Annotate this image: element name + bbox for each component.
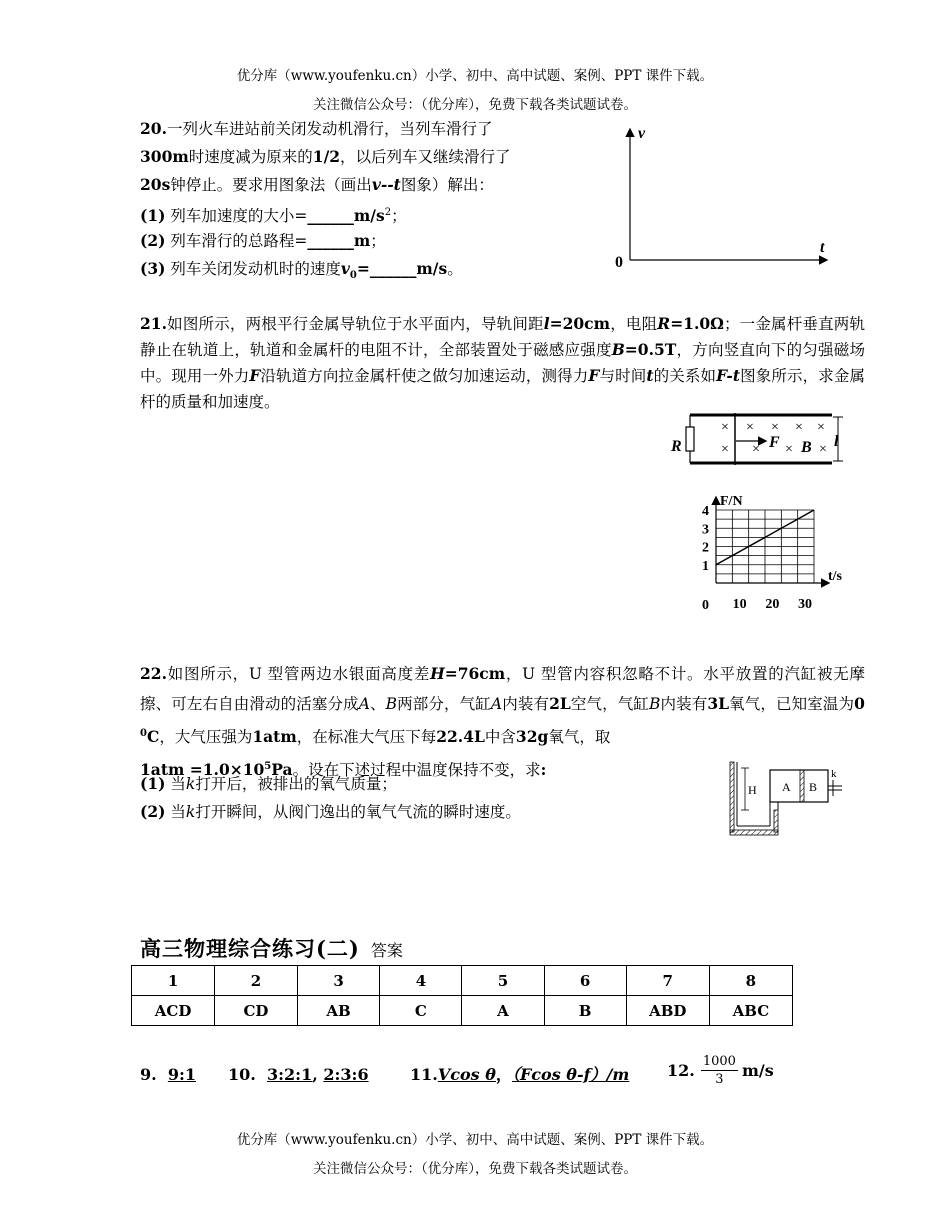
q20-part-2: (2) 列车滑行的总路程=______m； [140,231,386,250]
answer-value: CD [215,996,298,1026]
answer-9: 9. 9:1 [140,1065,197,1084]
f-t-origin: 0 [702,598,709,613]
q20-vt: v--t [371,175,401,194]
answer-number: 7 [626,966,709,996]
b-field-cross: × [819,442,827,457]
q20-text: 钟停止。要求用图象法（画出 [170,176,372,194]
y-tick-label: 2 [702,540,709,556]
b-field-cross: × [721,442,729,457]
q20-text: ，以后列车又继续滑行了 [340,148,511,166]
b-field-cross: × [746,420,754,435]
answer-number: 2 [215,966,298,996]
b-field-cross: × [752,442,760,457]
answer-title: 高三物理综合练习(二) 答案 [140,936,403,961]
chamber-b-label: B [809,780,818,794]
x-tick-label: 10 [732,597,747,612]
answer-table [131,965,793,1026]
origin-label: 0 [615,254,623,271]
answer-number: 6 [544,966,626,996]
footer-line-1: 优分库（www.youfenku.cn）小学、初中、高中试题、案例、PPT 课件下载。 [236,1132,714,1148]
f-t-ylabel: F/N [720,494,743,509]
answer-11: 11.Vcos θ，（Fcos θ-f）/m [410,1065,630,1084]
b-field-cross: × [721,420,729,435]
b-field-cross: × [795,420,803,435]
cylinder [770,770,828,802]
q20-text: 一列火车进站前关闭发动机滑行，当列车滑行了 [166,120,493,138]
chamber-a-label: A [782,780,791,794]
answer-number: 1 [132,966,215,996]
y-tick-label: 4 [702,504,709,519]
u-tube-cylinder-diagram [724,760,849,840]
rail-diagram [665,408,860,468]
x-tick-label: 20 [765,597,780,612]
resistor-label: R [671,438,682,455]
q20-time: 20s [140,175,171,194]
height-label: H [748,783,757,797]
f-t-chart [690,487,855,627]
answer-number: 4 [380,966,462,996]
answer-value: B [544,996,626,1026]
vt-graph-blank [608,120,838,280]
q20-text: 图象）解出： [400,176,494,194]
answer-number: 3 [297,966,380,996]
b-field-cross: × [771,420,779,435]
answer-12: 12. 1000 3 m/s [667,1054,774,1087]
header-line-2: 关注微信公众号：（优分库），免费下载各类试题试卷。 [313,97,637,113]
q20-number: 20. [140,119,167,138]
answer-value-row [132,996,793,1026]
answer-value: C [380,996,462,1026]
resistor [686,427,694,451]
force-label: F [769,434,780,451]
answer-number: 5 [462,966,544,996]
header-line-1: 优分库（www.youfenku.cn）小学、初中、高中试题、案例、PPT 课件下载。 [236,68,714,84]
distance-label: l [834,433,839,450]
answer-value: A [462,996,544,1026]
footer-line-2: 关注微信公众号：（优分库），免费下载各类试题试卷。 [313,1161,637,1177]
v-axis-label: v [638,125,646,142]
x-tick-label: 30 [798,597,812,612]
f-t-xlabel: t/s [828,569,842,584]
answer-value: ACD [132,996,215,1026]
question-22: 22.如图所示，U 型管两边水银面高度差H=76cm，U 型管内容积忽略不计。水平放置的汽缸被无摩擦、可左右自由滑动的活塞分成A、B两部分，气缸A内装有2L空气，气缸B内装有3L氧气，已知室温为0 $^0$C，大气压强为1atm，在标准大气压下每22.4L中含32g氧气，取 $1atm =1.0\times 10^5Pa$。设在下述过程中温度保持不变，求: [140,664,865,780]
answer-value: AB [297,996,380,1026]
question-21: 21.如图所示，两根平行金属导轨位于水平面内，导轨间距l=20cm，电阻R=1.0Ω；一金属杆垂直两轨静止在轨道上，轨道和金属杆的电阻不计，全部装置处于磁感应强度B=0.5T，方向竖直向下的匀强磁场中。现用一外力F沿轨道方向拉金属杆使之做匀加速运动，测得力F与时间t的关系如F-t图象所示，求金属杆的质量和加速度。 [140,314,865,411]
t-axis-label: t [820,239,825,256]
q20-part-3: (3) 列车关闭发动机时的速度$v_0=\_\_\_\_\_\_m/s$。 [140,259,463,282]
y-tick-label: 1 [702,558,709,574]
answer-value: ABC [709,996,792,1026]
answer-number: 8 [709,966,792,996]
valve-label: k [831,768,837,780]
answer-10: 10. 3:2:1, 2:3:6 [228,1065,369,1084]
q22-part-1: (1) 当k打开后，被排出的氧气质量； [140,774,397,793]
answer-number-row [132,966,793,996]
b-field-cross: × [817,420,825,435]
y-tick-label: 3 [702,522,709,538]
q20-distance: 300m [140,147,189,166]
fraction: 1000 3 [702,1054,736,1087]
q20-part-1: (1) 列车加速度的大小$=\_\_\_\_\_\_m/s^2$； [140,206,407,226]
q22-part-2: (2) 当k打开瞬间，从阀门逸出的氧气气流的瞬时速度。 [140,802,521,821]
answer-value: ABD [626,996,709,1026]
q20-text: 时速度减为原来的 [188,148,313,166]
b-field-label: B [801,439,812,456]
piston [800,770,804,802]
b-field-cross: × [785,442,793,457]
q20-ratio: 1/2 [312,147,341,166]
